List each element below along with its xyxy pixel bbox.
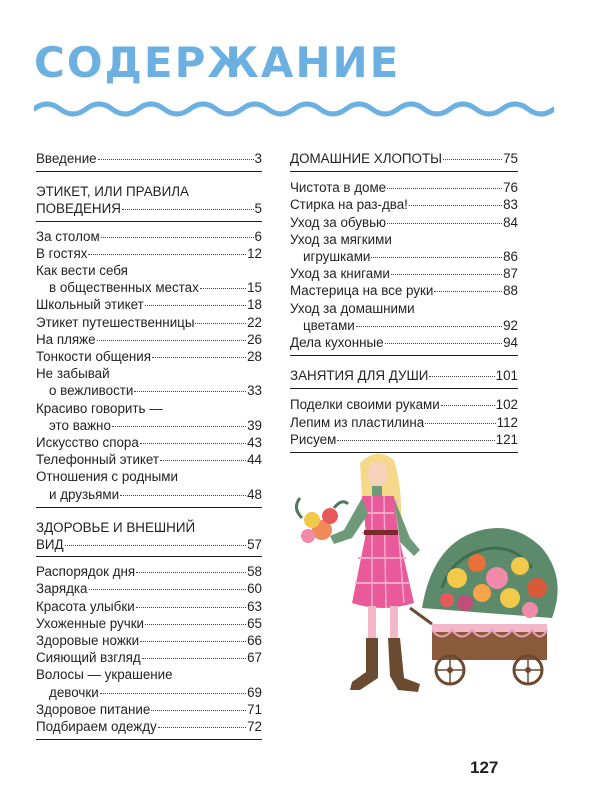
dot-leader	[160, 460, 246, 461]
toc-entry[interactable]	[36, 245, 262, 262]
page-ref: 121	[495, 431, 518, 447]
toc-section-health[interactable]	[36, 519, 262, 553]
dot-leader	[112, 426, 246, 427]
entry-label-line: Отношения с родными	[36, 469, 178, 485]
dot-leader	[195, 323, 246, 324]
toc-entry[interactable]	[36, 314, 262, 331]
page-ref: 75	[503, 151, 518, 166]
entry-label: Здоровое питание	[36, 701, 151, 717]
entry-label-line: Волосы — украшение	[36, 667, 173, 683]
entry-label: Рисуем	[290, 431, 337, 447]
entry-label: Красота улыбки	[36, 598, 135, 614]
toc-entry[interactable]	[36, 615, 262, 632]
toc-entry[interactable]	[36, 468, 262, 502]
entry-label: Поделки своими руками	[290, 397, 440, 413]
dot-leader	[136, 572, 246, 573]
toc-entry[interactable]	[290, 196, 518, 213]
entry-label: девочки	[49, 684, 99, 700]
dot-leader	[142, 658, 246, 659]
entry-label: цветами	[303, 317, 355, 333]
toc-entry[interactable]	[36, 348, 262, 365]
page-ref: 65	[247, 615, 262, 631]
entry-label: и друзьями	[49, 486, 120, 502]
entry-label: о вежливости	[49, 383, 134, 399]
dot-leader	[356, 326, 502, 327]
toc-entry[interactable]	[290, 282, 518, 299]
toc-right-column	[290, 150, 518, 453]
page-ref: 71	[247, 701, 262, 717]
page-ref: 33	[247, 383, 262, 399]
entry-label: Ухоженные ручки	[36, 615, 145, 631]
dot-leader	[387, 188, 502, 189]
entry-label: Школьный этикет	[36, 297, 144, 313]
page-ref: 76	[503, 180, 518, 196]
dot-leader	[100, 693, 246, 694]
entry-label-line: ЭТИКЕТ, ИЛИ ПРАВИЛА	[36, 184, 189, 200]
flower-cart-icon	[410, 528, 558, 684]
entry-label: Телефонный этикет	[36, 452, 160, 468]
toc-entry[interactable]	[36, 598, 262, 615]
toc-entry[interactable]	[36, 718, 262, 735]
page-ref: 92	[503, 317, 518, 333]
entry-label: На пляже	[36, 331, 96, 347]
entry-label: Уход за обувью	[290, 214, 387, 230]
page-ref: 39	[247, 417, 262, 433]
toc-section-soul[interactable]	[290, 367, 518, 384]
page-ref: 84	[503, 214, 518, 230]
dot-leader	[391, 274, 502, 275]
entry-label: ВИД	[36, 537, 64, 553]
page-ref: 26	[247, 331, 262, 347]
entry-label: это важно	[49, 417, 111, 433]
dot-leader	[443, 159, 502, 160]
page-ref: 112	[496, 414, 518, 430]
entry-label: Искусство спора	[36, 435, 139, 451]
dot-leader	[434, 291, 502, 292]
toc-entry[interactable]	[36, 331, 262, 348]
entry-label: Дела кухонные	[290, 335, 384, 351]
toc-entry[interactable]	[290, 214, 518, 231]
page-ref: 66	[247, 633, 262, 649]
page-ref: 87	[503, 266, 518, 282]
entry-label: Этикет путешественницы	[36, 314, 195, 330]
entry-label: Здоровые ножки	[36, 633, 140, 649]
dot-leader	[371, 257, 502, 258]
toc-entry[interactable]	[36, 296, 262, 313]
dot-leader	[65, 545, 246, 546]
entry-label: ЗАНЯТИЯ ДЛЯ ДУШИ	[290, 368, 429, 384]
entry-label: в общественных местах	[49, 280, 199, 296]
page-ref: 5	[254, 201, 262, 217]
page-ref: 6	[254, 228, 262, 244]
dot-leader	[120, 495, 246, 496]
page-ref: 67	[247, 650, 262, 666]
entry-label: Чистота в доме	[290, 180, 387, 196]
dot-leader	[145, 624, 246, 625]
entry-label: игрушками	[303, 249, 371, 265]
page-ref: 48	[247, 486, 262, 502]
section-divider	[36, 739, 262, 740]
page-ref: 43	[247, 435, 262, 451]
dot-leader	[88, 254, 246, 255]
toc-entry[interactable]	[290, 300, 518, 334]
page-title: СОДЕРЖАНИЕ	[34, 38, 401, 87]
page-ref: 3	[254, 151, 262, 166]
entry-label-line: Уход за мягкими	[290, 231, 392, 247]
page-ref: 58	[247, 564, 262, 580]
dot-leader	[134, 391, 246, 392]
page-ref: 69	[247, 684, 262, 700]
entry-label: Тонкости общения	[36, 349, 152, 365]
page-ref: 102	[495, 397, 518, 413]
toc-entry-intro[interactable]	[36, 150, 262, 167]
toc-entry[interactable]	[36, 666, 262, 700]
entry-label-line: Уход за домашними	[290, 300, 415, 316]
entry-label: Зарядка	[36, 581, 88, 597]
toc-entry[interactable]	[36, 632, 262, 649]
entry-label-line: Красиво говорить —	[36, 400, 163, 416]
dot-leader	[387, 223, 502, 224]
entry-label: Подбираем одежду	[36, 719, 157, 735]
girl-icon	[296, 454, 420, 692]
dot-leader	[151, 710, 246, 711]
dot-leader	[122, 209, 254, 210]
dot-leader	[425, 423, 495, 424]
page-ref: 44	[247, 452, 262, 468]
page-ref: 86	[503, 249, 518, 265]
toc-entry[interactable]	[290, 396, 518, 413]
dot-leader	[98, 159, 254, 160]
toc-entry[interactable]	[36, 649, 262, 666]
girl-with-flower-cart-illustration	[282, 438, 572, 708]
toc-section-etiquette[interactable]	[36, 183, 262, 217]
toc-entry[interactable]	[36, 228, 262, 245]
entry-label: Лепим из пластилина	[290, 414, 425, 430]
page-ref: 28	[247, 349, 262, 365]
toc-entry[interactable]	[36, 563, 262, 580]
toc-entry[interactable]	[36, 434, 262, 451]
page-number: 127	[470, 758, 499, 777]
page-ref: 15	[247, 280, 262, 296]
toc-entry[interactable]	[36, 400, 262, 434]
toc-entry[interactable]	[290, 414, 518, 431]
toc-section-home[interactable]	[290, 150, 518, 167]
entry-label-line: Как вести себя	[36, 263, 128, 279]
toc-entry[interactable]	[290, 334, 518, 351]
toc-entry[interactable]	[36, 701, 262, 718]
dot-leader	[97, 340, 247, 341]
dot-leader	[89, 589, 247, 590]
page-ref: 60	[247, 581, 262, 597]
toc-entry[interactable]	[36, 262, 262, 296]
dot-leader	[158, 727, 246, 728]
page-ref: 63	[247, 598, 262, 614]
toc-left-column	[36, 150, 262, 740]
page-ref: 22	[247, 314, 262, 330]
entry-label: В гостях	[36, 245, 88, 261]
dot-leader	[140, 443, 246, 444]
page-ref: 12	[247, 245, 262, 261]
entry-label: ДОМАШНИЕ ХЛОПОТЫ	[290, 151, 442, 166]
toc-entry[interactable]	[290, 179, 518, 196]
toc-entry[interactable]	[290, 231, 518, 265]
dot-leader	[385, 343, 502, 344]
entry-label: Сияющий взгляд	[36, 650, 141, 666]
entry-label: Уход за книгами	[290, 266, 390, 282]
dot-leader	[145, 305, 246, 306]
page-ref: 57	[247, 537, 262, 553]
entry-label-line: ЗДОРОВЬЕ И ВНЕШНИЙ	[36, 519, 196, 535]
entry-label: Мастерица на все руки	[290, 283, 434, 299]
dot-leader	[441, 405, 495, 406]
dot-leader	[429, 376, 494, 377]
page-ref: 88	[503, 283, 518, 299]
toc-entry[interactable]	[36, 365, 262, 399]
dot-leader	[152, 357, 246, 358]
dot-leader	[136, 607, 246, 608]
dot-leader	[140, 641, 246, 642]
page-ref: 101	[495, 368, 518, 384]
page-ref: 18	[247, 297, 262, 313]
entry-label-line: Не забывай	[36, 366, 110, 382]
toc-entry[interactable]	[36, 580, 262, 597]
dot-leader	[101, 237, 254, 238]
page-ref: 94	[503, 335, 518, 351]
page-ref: 83	[503, 197, 518, 213]
entry-label: Введение	[36, 151, 97, 166]
entry-label: За столом	[36, 228, 100, 244]
entry-label: Стирка на раз-два!	[290, 197, 408, 213]
dot-leader	[409, 205, 502, 206]
dot-leader	[200, 288, 246, 289]
wave-divider	[34, 98, 554, 120]
toc-entry[interactable]	[36, 451, 262, 468]
entry-label: Распорядок дня	[36, 564, 136, 580]
toc-entry[interactable]	[290, 265, 518, 282]
page-ref: 72	[247, 719, 262, 735]
entry-label: ПОВЕДЕНИЯ	[36, 201, 121, 217]
